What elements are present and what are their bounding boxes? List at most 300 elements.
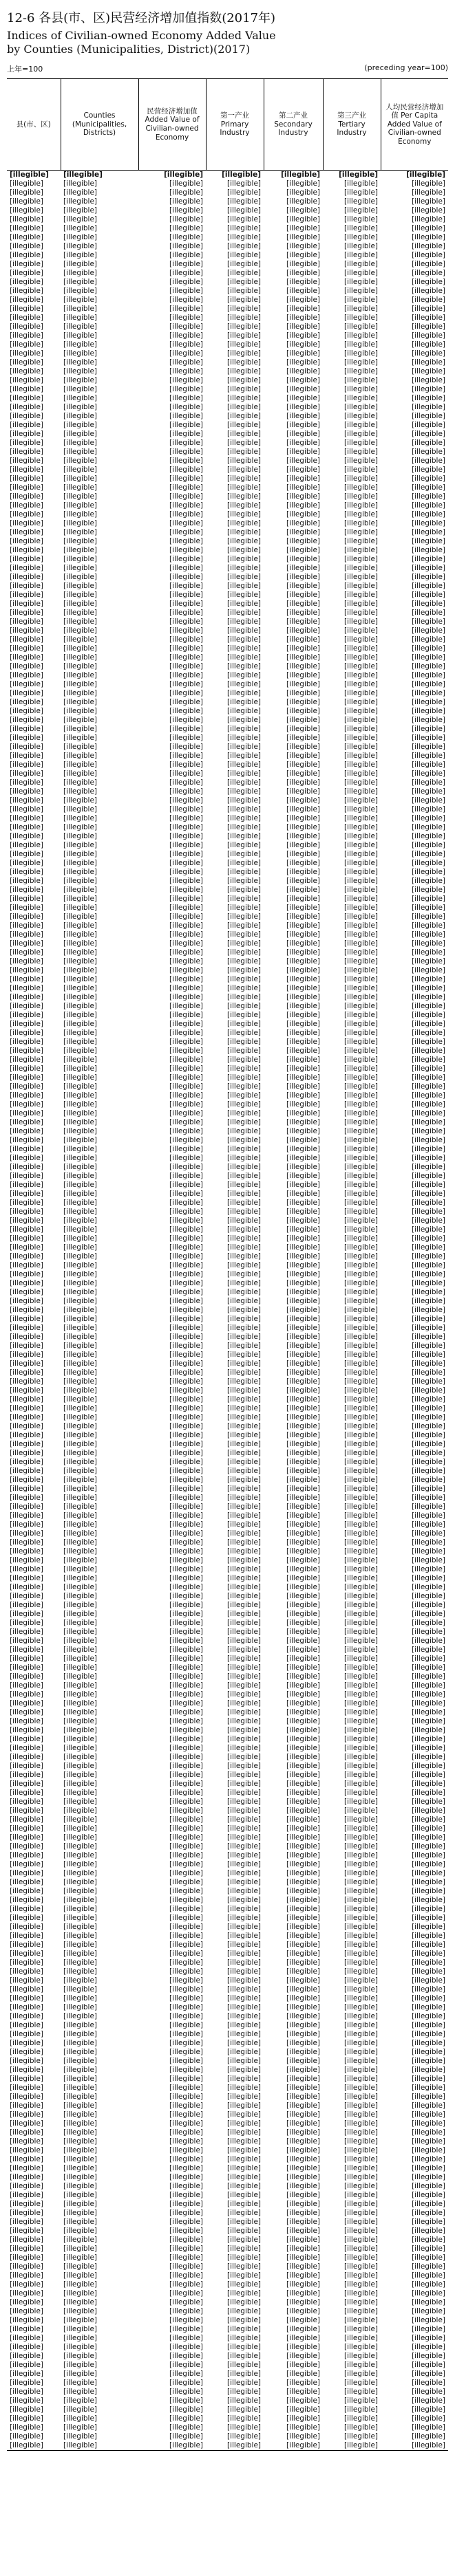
cell-secondary-industry: [illegible] [286, 1431, 320, 1439]
table-row [7, 403, 448, 412]
cell-tertiary-industry: [illegible] [343, 1494, 378, 1502]
cell-county-cn: [illegible] [10, 1234, 44, 1243]
cell-tertiary-industry: [illegible] [343, 1565, 378, 1573]
cell-tertiary-industry: [illegible] [343, 1753, 378, 1761]
cell-per-capita: [illegible] [411, 1815, 445, 1824]
cell-added-value: [illegible] [169, 1994, 203, 2002]
cell-tertiary-industry: [illegible] [343, 1002, 378, 1010]
cell-primary-industry: [illegible] [226, 1082, 261, 1091]
cell-per-capita: [illegible] [411, 2048, 445, 2056]
cell-per-capita: [illegible] [411, 1073, 445, 1082]
cell-secondary-industry: [illegible] [286, 2030, 320, 2038]
cell-secondary-industry: [illegible] [286, 1404, 320, 1412]
cell-county-en: [illegible] [63, 1002, 98, 1010]
cell-secondary-industry: [illegible] [286, 1333, 320, 1341]
table-row [7, 1672, 448, 1681]
cell-county-cn: [illegible] [10, 2423, 44, 2432]
cell-added-value: [illegible] [169, 2075, 203, 2083]
cell-added-value: [illegible] [169, 1476, 203, 1484]
cell-secondary-industry: [illegible] [286, 1082, 320, 1091]
cell-county-cn: [illegible] [10, 2191, 44, 2199]
cell-secondary-industry: [illegible] [286, 626, 320, 635]
cell-per-capita: [illegible] [411, 1163, 445, 1171]
table-row [7, 528, 448, 537]
cell-per-capita: [illegible] [411, 233, 445, 241]
table-row [7, 1923, 448, 1932]
table-row [7, 1726, 448, 1735]
cell-secondary-industry: [illegible] [286, 1154, 320, 1162]
cell-per-capita: [illegible] [411, 2057, 445, 2065]
cell-per-capita: [illegible] [411, 242, 445, 250]
cell-secondary-industry: [illegible] [286, 859, 320, 867]
cell-secondary-industry: [illegible] [286, 501, 320, 510]
cell-county-en: [illegible] [63, 1494, 98, 1502]
cell-county-cn: [illegible] [10, 2379, 44, 2387]
cell-secondary-industry: [illegible] [286, 1011, 320, 1019]
cell-tertiary-industry: [illegible] [343, 1958, 378, 1967]
cell-county-en: [illegible] [63, 331, 98, 340]
cell-county-en: [illegible] [63, 1163, 98, 1171]
cell-primary-industry: [illegible] [226, 1404, 261, 1412]
table-row [7, 1288, 448, 1297]
table-row [7, 1181, 448, 1190]
cell-county-cn: [illegible] [10, 1753, 44, 1761]
cell-added-value: [illegible] [169, 1413, 203, 1421]
cell-county-en: [illegible] [63, 662, 98, 670]
cell-primary-industry: [illegible] [226, 278, 261, 286]
cell-secondary-industry: [illegible] [286, 2209, 320, 2217]
cell-tertiary-industry: [illegible] [343, 850, 378, 858]
cell-secondary-industry: [illegible] [286, 1807, 320, 1815]
cell-county-cn: [illegible] [10, 1351, 44, 1359]
cell-county-cn: [illegible] [10, 1154, 44, 1162]
table-row [7, 466, 448, 474]
table-row [7, 2289, 448, 2298]
table-row [7, 2271, 448, 2280]
cell-tertiary-industry: [illegible] [343, 2102, 378, 2110]
cell-per-capita: [illegible] [411, 2414, 445, 2423]
table-row [7, 1824, 448, 1833]
cell-secondary-industry: [illegible] [286, 1056, 320, 1064]
cell-county-cn: [illegible] [10, 716, 44, 724]
cell-county-en: [illegible] [63, 1869, 98, 1877]
cell-added-value: [illegible] [169, 537, 203, 545]
cell-county-en: [illegible] [63, 188, 98, 197]
table-row [7, 769, 448, 778]
cell-per-capita: [illegible] [411, 2271, 445, 2280]
cell-added-value: [illegible] [169, 591, 203, 599]
cell-secondary-industry: [illegible] [286, 653, 320, 662]
table-row [7, 2405, 448, 2414]
table-row [7, 278, 448, 287]
cell-secondary-industry: [illegible] [286, 1118, 320, 1126]
cell-county-en: [illegible] [63, 2173, 98, 2181]
cell-primary-industry: [illegible] [226, 939, 261, 948]
cell-primary-industry: [illegible] [226, 2048, 261, 2056]
cell-primary-industry: [illegible] [226, 1860, 261, 1868]
cell-county-en: [illegible] [63, 814, 98, 822]
cell-tertiary-industry: [illegible] [343, 2030, 378, 2038]
cell-county-cn: [illegible] [10, 1216, 44, 1225]
cell-tertiary-industry: [illegible] [343, 188, 378, 197]
cell-added-value: [illegible] [169, 957, 203, 965]
cell-tertiary-industry: [illegible] [343, 993, 378, 1001]
cell-per-capita: [illegible] [411, 1440, 445, 1448]
cell-county-en: [illegible] [63, 948, 98, 957]
table-row [7, 2352, 448, 2361]
table-row [7, 1252, 448, 1261]
cell-per-capita: [illegible] [411, 197, 445, 206]
table-row [7, 1690, 448, 1699]
cell-county-cn: [illegible] [10, 349, 44, 358]
table-row [7, 1413, 448, 1422]
cell-county-cn: [illegible] [10, 1449, 44, 1457]
cell-primary-industry: [illegible] [226, 1958, 261, 1967]
cell-added-value: [illegible] [169, 1073, 203, 1082]
cell-added-value: [illegible] [169, 403, 203, 411]
cell-county-cn: [illegible] [10, 1172, 44, 1180]
cell-added-value: [illegible] [169, 1216, 203, 1225]
cell-county-cn: [illegible] [10, 215, 44, 223]
cell-per-capita: [illegible] [411, 2397, 445, 2405]
cell-primary-industry: [illegible] [226, 734, 261, 742]
cell-county-cn: [illegible] [10, 546, 44, 554]
cell-county-cn: [illegible] [10, 1619, 44, 1627]
cell-county-cn: [illegible] [10, 1199, 44, 1207]
cell-per-capita: [illegible] [411, 1762, 445, 1770]
cell-county-cn: [illegible] [10, 314, 44, 322]
table-row [7, 1896, 448, 1905]
cell-county-en: [illegible] [63, 2271, 98, 2280]
cell-primary-industry: [illegible] [226, 1252, 261, 1260]
cell-secondary-industry: [illegible] [286, 1735, 320, 1743]
cell-tertiary-industry: [illegible] [343, 1029, 378, 1037]
cell-county-en: [illegible] [63, 474, 98, 483]
cell-per-capita: [illegible] [411, 1011, 445, 1019]
cell-secondary-industry: [illegible] [286, 1467, 320, 1475]
cell-per-capita: [illegible] [411, 734, 445, 742]
cell-secondary-industry: [illegible] [286, 2102, 320, 2110]
cell-added-value: [illegible] [169, 1002, 203, 1010]
cell-county-en: [illegible] [63, 1190, 98, 1198]
cell-tertiary-industry: [illegible] [343, 1807, 378, 1815]
cell-secondary-industry: [illegible] [286, 752, 320, 760]
cell-county-cn: [illegible] [10, 1699, 44, 1707]
cell-per-capita: [illegible] [411, 1565, 445, 1573]
cell-primary-industry: [illegible] [226, 2370, 261, 2378]
cell-per-capita: [illegible] [411, 555, 445, 563]
cell-per-capita: [illegible] [411, 1592, 445, 1600]
cell-secondary-industry: [illegible] [286, 1297, 320, 1305]
cell-added-value: [illegible] [169, 1538, 203, 1547]
cell-added-value: [illegible] [169, 2102, 203, 2110]
cell-primary-industry: [illegible] [226, 2110, 261, 2119]
cell-county-cn: [illegible] [10, 1431, 44, 1439]
cell-county-cn: [illegible] [10, 233, 44, 241]
cell-added-value: [illegible] [169, 1029, 203, 1037]
cell-per-capita: [illegible] [411, 1842, 445, 1851]
cell-county-en: [illegible] [63, 2200, 98, 2208]
cell-county-en: [illegible] [63, 1243, 98, 1252]
cell-county-en: [illegible] [63, 984, 98, 992]
cell-tertiary-industry: [illegible] [343, 233, 378, 241]
cell-tertiary-industry: [illegible] [343, 769, 378, 778]
cell-primary-industry: [illegible] [226, 331, 261, 340]
cell-added-value: [illegible] [169, 510, 203, 519]
cell-per-capita: [illegible] [411, 1932, 445, 1940]
cell-secondary-industry: [illegible] [286, 635, 320, 644]
cell-per-capita: [illegible] [411, 1342, 445, 1350]
cell-added-value: [illegible] [169, 1351, 203, 1359]
cell-added-value: [illegible] [169, 1958, 203, 1967]
cell-county-en: [illegible] [63, 796, 98, 805]
cell-secondary-industry: [illegible] [286, 1762, 320, 1770]
cell-tertiary-industry: [illegible] [343, 376, 378, 384]
table-row [7, 1887, 448, 1896]
cell-per-capita: [illegible] [411, 1637, 445, 1645]
cell-tertiary-industry: [illegible] [343, 1619, 378, 1627]
cell-added-value: [illegible] [169, 1941, 203, 1949]
cell-per-capita: [illegible] [411, 1914, 445, 1922]
cell-primary-industry: [illegible] [226, 1735, 261, 1743]
cell-tertiary-industry: [illegible] [343, 689, 378, 697]
cell-county-en: [illegible] [63, 519, 98, 527]
cell-per-capita: [illegible] [411, 2325, 445, 2333]
cell-per-capita: [illegible] [411, 251, 445, 259]
cell-secondary-industry: [illegible] [286, 2307, 320, 2315]
table-row [7, 314, 448, 323]
cell-tertiary-industry: [illegible] [343, 2370, 378, 2378]
cell-county-cn: [illegible] [10, 340, 44, 349]
cell-tertiary-industry: [illegible] [343, 1422, 378, 1430]
cell-tertiary-industry: [illegible] [343, 2236, 378, 2244]
cell-secondary-industry: [illegible] [286, 2039, 320, 2047]
table-body [7, 171, 448, 2451]
cell-primary-industry: [illegible] [226, 224, 261, 232]
cell-added-value: [illegible] [169, 1592, 203, 1600]
cell-per-capita: [illegible] [411, 1976, 445, 1985]
table-row [7, 1154, 448, 1163]
cell-per-capita: [illegible] [411, 2227, 445, 2235]
cell-tertiary-industry: [illegible] [343, 555, 378, 563]
cell-primary-industry: [illegible] [226, 2414, 261, 2423]
cell-per-capita: [illegible] [411, 1574, 445, 1582]
cell-tertiary-industry: [illegible] [343, 1976, 378, 1985]
cell-county-cn: [illegible] [10, 1538, 44, 1547]
cell-added-value: [illegible] [169, 1234, 203, 1243]
table-row [7, 1520, 448, 1529]
cell-county-cn: [illegible] [10, 1798, 44, 1806]
cell-primary-industry: [illegible] [226, 1538, 261, 1547]
table-row [7, 1798, 448, 1807]
cell-primary-industry: [illegible] [226, 1395, 261, 1404]
cell-secondary-industry: [illegible] [286, 2155, 320, 2163]
cell-primary-industry: [illegible] [226, 653, 261, 662]
table-row [7, 966, 448, 975]
cell-per-capita: [illegible] [411, 1145, 445, 1153]
cell-per-capita: [illegible] [411, 1261, 445, 1269]
cell-secondary-industry: [illegible] [286, 1860, 320, 1868]
cell-added-value: [illegible] [169, 314, 203, 322]
table-row [7, 1833, 448, 1842]
cell-county-cn: [illegible] [10, 1860, 44, 1868]
cell-secondary-industry: [illegible] [286, 269, 320, 277]
cell-tertiary-industry: [illegible] [343, 1243, 378, 1252]
cell-per-capita: [illegible] [411, 1556, 445, 1564]
cell-per-capita: [illegible] [411, 376, 445, 384]
cell-county-en: [illegible] [63, 966, 98, 974]
cell-tertiary-industry: [illegible] [343, 305, 378, 313]
table-row [7, 1869, 448, 1878]
table-row [7, 474, 448, 483]
cell-tertiary-industry: [illegible] [343, 457, 378, 465]
cell-added-value: [illegible] [169, 2262, 203, 2271]
cell-county-en: [illegible] [63, 734, 98, 742]
cell-county-cn: [illegible] [10, 1601, 44, 1609]
cell-county-en: [illegible] [63, 1386, 98, 1395]
cell-added-value: [illegible] [169, 1145, 203, 1153]
cell-county-cn: [illegible] [10, 2316, 44, 2324]
cell-tertiary-industry: [illegible] [343, 868, 378, 876]
cell-tertiary-industry: [illegible] [343, 2414, 378, 2423]
cell-per-capita: [illegible] [411, 1467, 445, 1475]
table-row [7, 2164, 448, 2173]
cell-county-en: [illegible] [63, 1950, 98, 1958]
cell-tertiary-industry: [illegible] [343, 1717, 378, 1725]
cell-county-cn: [illegible] [10, 2012, 44, 2020]
cell-tertiary-industry: [illegible] [343, 734, 378, 742]
cell-added-value: [illegible] [169, 394, 203, 402]
cell-per-capita: [illegible] [411, 1708, 445, 1716]
cell-per-capita: [illegible] [411, 2352, 445, 2360]
cell-added-value: [illegible] [169, 1243, 203, 1252]
header-primary-industry: 第一产业 Primary Industry [206, 79, 264, 171]
cell-tertiary-industry: [illegible] [343, 1681, 378, 1690]
cell-tertiary-industry: [illegible] [343, 1073, 378, 1082]
cell-secondary-industry: [illegible] [286, 1065, 320, 1073]
cell-tertiary-industry: [illegible] [343, 519, 378, 527]
cell-per-capita: [illegible] [411, 1699, 445, 1707]
cell-county-en: [illegible] [63, 2012, 98, 2020]
table-row [7, 2262, 448, 2271]
cell-added-value: [illegible] [169, 1225, 203, 1234]
cell-county-en: [illegible] [63, 2352, 98, 2360]
cell-county-cn: [illegible] [10, 1270, 44, 1278]
cell-county-en: [illegible] [63, 671, 98, 679]
cell-county-cn: [illegible] [10, 430, 44, 438]
table-row [7, 2012, 448, 2021]
cell-county-cn: [illegible] [10, 171, 49, 179]
cell-tertiary-industry: [illegible] [343, 2432, 378, 2441]
cell-county-en: [illegible] [63, 2432, 98, 2441]
cell-county-en: [illegible] [63, 2030, 98, 2038]
table-row [7, 1127, 448, 1136]
cell-county-cn: [illegible] [10, 1038, 44, 1046]
cell-county-en: [illegible] [63, 206, 98, 215]
cell-added-value: [illegible] [169, 707, 203, 715]
cell-county-cn: [illegible] [10, 1941, 44, 1949]
cell-added-value: [illegible] [169, 877, 203, 885]
unit-note-right: (preceding year=100) [364, 63, 448, 72]
cell-secondary-industry: [illegible] [286, 528, 320, 536]
cell-secondary-industry: [illegible] [286, 1726, 320, 1734]
cell-per-capita: [illegible] [411, 1529, 445, 1538]
cell-county-cn: [illegible] [10, 725, 44, 733]
table-row [7, 671, 448, 680]
cell-tertiary-industry: [illegible] [343, 349, 378, 358]
cell-county-cn: [illegible] [10, 510, 44, 519]
table-row [7, 331, 448, 340]
cell-county-en: [illegible] [63, 1324, 98, 1332]
cell-tertiary-industry: [illegible] [343, 1950, 378, 1958]
cell-county-cn: [illegible] [10, 769, 44, 778]
cell-tertiary-industry: [illegible] [343, 385, 378, 393]
cell-secondary-industry: [illegible] [286, 340, 320, 349]
cell-primary-industry: [illegible] [226, 2084, 261, 2092]
cell-tertiary-industry: [illegible] [343, 1556, 378, 1564]
cell-per-capita: [illegible] [411, 635, 445, 644]
cell-per-capita: [illegible] [411, 510, 445, 519]
cell-per-capita: [illegible] [411, 1252, 445, 1260]
cell-secondary-industry: [illegible] [286, 814, 320, 822]
cell-county-cn: [illegible] [10, 1529, 44, 1538]
cell-county-cn: [illegible] [10, 743, 44, 751]
cell-tertiary-industry: [illegible] [343, 725, 378, 733]
cell-secondary-industry: [illegible] [286, 1628, 320, 1636]
cell-county-cn: [illegible] [10, 1494, 44, 1502]
cell-added-value: [illegible] [169, 993, 203, 1001]
table-row [7, 1306, 448, 1315]
cell-secondary-industry: [illegible] [286, 930, 320, 939]
cell-primary-industry: [illegible] [226, 2173, 261, 2181]
cell-added-value: [illegible] [169, 1896, 203, 1904]
cell-county-en: [illegible] [63, 769, 98, 778]
cell-county-cn: [illegible] [10, 841, 44, 849]
cell-secondary-industry: [illegible] [286, 555, 320, 563]
cell-secondary-industry: [illegible] [286, 2182, 320, 2190]
header-county-en: Counties (Municipalities, Districts) [61, 79, 138, 171]
table-row [7, 984, 448, 993]
table-row [7, 2191, 448, 2200]
table-row [7, 904, 448, 913]
cell-tertiary-industry: [illegible] [343, 1270, 378, 1278]
table-row [7, 2316, 448, 2325]
table-row [7, 1118, 448, 1127]
cell-tertiary-industry: [illegible] [343, 957, 378, 965]
cell-county-cn: [illegible] [10, 635, 44, 644]
cell-tertiary-industry: [illegible] [343, 1547, 378, 1556]
cell-per-capita: [illegible] [411, 823, 445, 831]
cell-tertiary-industry: [illegible] [343, 1744, 378, 1752]
cell-secondary-industry: [illegible] [286, 1976, 320, 1985]
cell-tertiary-industry: [illegible] [343, 1109, 378, 1117]
table-row [7, 2325, 448, 2334]
table-row [7, 358, 448, 367]
cell-primary-industry: [illegible] [226, 1208, 261, 1216]
cell-tertiary-industry: [illegible] [343, 2191, 378, 2199]
cell-added-value: [illegible] [169, 1762, 203, 1770]
cell-added-value: [illegible] [169, 2173, 203, 2181]
table-row [7, 1002, 448, 1011]
table-row [7, 716, 448, 725]
cell-county-en: [illegible] [63, 1681, 98, 1690]
cell-county-cn: [illegible] [10, 385, 44, 393]
table-row [7, 2343, 448, 2352]
table-row [7, 367, 448, 376]
cell-county-cn: [illegible] [10, 2361, 44, 2369]
cell-secondary-industry: [illegible] [286, 1002, 320, 1010]
cell-tertiary-industry: [illegible] [343, 1833, 378, 1842]
